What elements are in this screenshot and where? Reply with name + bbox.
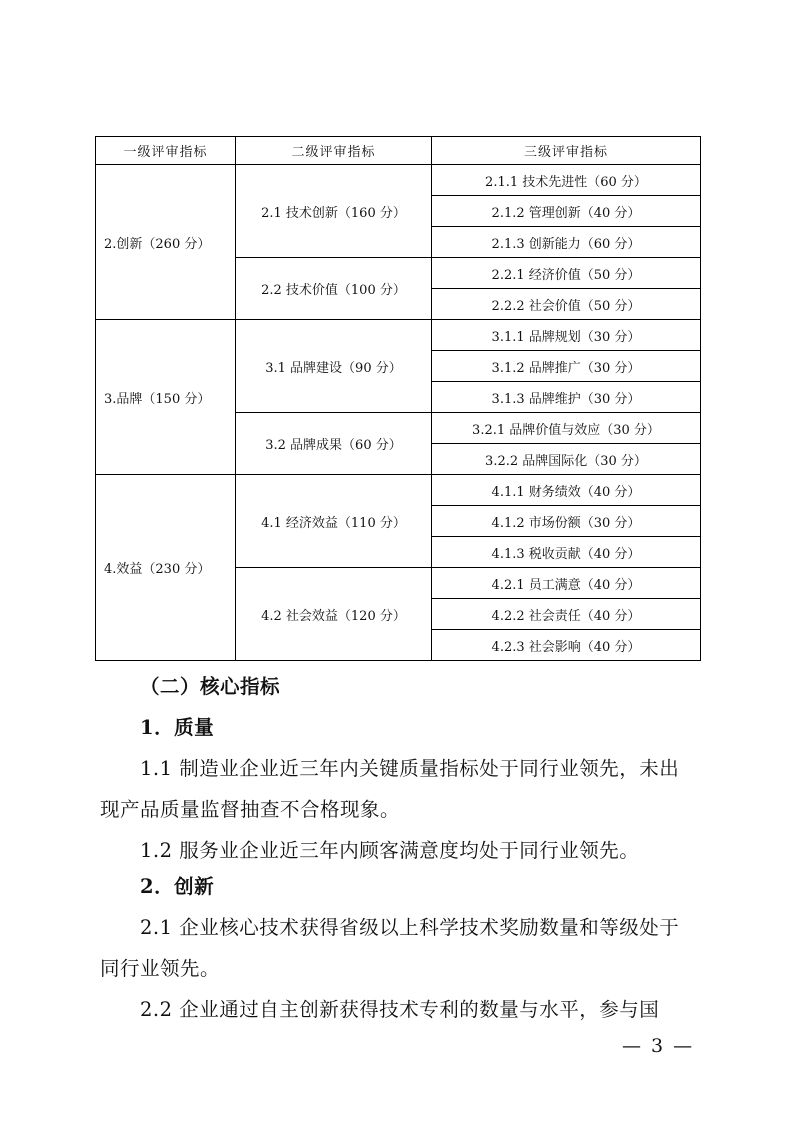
level3-cell: 4.1.2 市场份额（30 分） [432, 506, 701, 537]
paragraph-1-2: 1.2 服务业企业近三年内顾客满意度均处于同行业领先。 [140, 839, 640, 862]
level3-cell: 4.2.2 社会责任（40 分） [432, 599, 701, 630]
level2-cell: 2.2 技术价值（100 分） [236, 258, 432, 320]
header-level1: 一级评审指标 [96, 137, 236, 165]
table-row [96, 320, 701, 351]
paragraph-2-1: 2.1 企业核心技术获得省级以上科学技术奖励数量和等级处于同行业领先。 [100, 916, 680, 980]
level3-cell: 3.2.2 品牌国际化（30 分） [432, 444, 701, 475]
level1-cell: 3.品牌（150 分） [96, 320, 236, 475]
level3-cell: 3.1.2 品牌推广（30 分） [432, 351, 701, 382]
paragraph-1-1: 1.1 制造业企业近三年内关键质量指标处于同行业领先，未出现产品质量监督抽查不合格现象。 [100, 757, 680, 821]
level3-cell: 2.1.3 创新能力（60 分） [432, 227, 701, 258]
level3-cell: 2.2.2 社会价值（50 分） [432, 289, 701, 320]
level3-cell: 2.2.1 经济价值（50 分） [432, 258, 701, 289]
section-heading: （二）核心指标 [140, 675, 281, 698]
level2-cell: 3.1 品牌建设（90 分） [236, 320, 432, 413]
table-header-row [96, 137, 701, 165]
level2-cell: 4.1 经济效益（110 分） [236, 475, 432, 568]
level3-cell: 3.1.1 品牌规划（30 分） [432, 320, 701, 351]
level2-cell: 3.2 品牌成果（60 分） [236, 413, 432, 475]
table-row [96, 165, 701, 196]
level3-cell: 3.2.1 品牌价值与效应（30 分） [432, 413, 701, 444]
level3-cell: 2.1.2 管理创新（40 分） [432, 196, 701, 227]
criteria-table [95, 136, 701, 661]
level3-cell: 4.2.3 社会影响（40 分） [432, 630, 701, 661]
level3-cell: 3.1.3 品牌维护（30 分） [432, 382, 701, 413]
level1-cell: 4.效益（230 分） [96, 475, 236, 661]
level3-cell: 4.1.3 税收贡献（40 分） [432, 537, 701, 568]
table-row [96, 475, 701, 506]
level2-cell: 2.1 技术创新（160 分） [236, 165, 432, 258]
level1-cell: 2.创新（260 分） [96, 165, 236, 320]
innovation-heading: 2．创新 [140, 875, 215, 898]
page-number: — 3 — [622, 1035, 695, 1057]
level3-cell: 4.2.1 员工满意（40 分） [432, 568, 701, 599]
level3-cell: 4.1.1 财务绩效（40 分） [432, 475, 701, 506]
level2-cell: 4.2 社会效益（120 分） [236, 568, 432, 661]
header-level2: 二级评审指标 [236, 137, 432, 165]
level3-cell: 2.1.1 技术先进性（60 分） [432, 165, 701, 196]
quality-heading: 1．质量 [140, 716, 215, 739]
paragraph-2-2: 2.2 企业通过自主创新获得技术专利的数量与水平，参与国 [140, 998, 660, 1021]
header-level3: 三级评审指标 [432, 137, 701, 165]
